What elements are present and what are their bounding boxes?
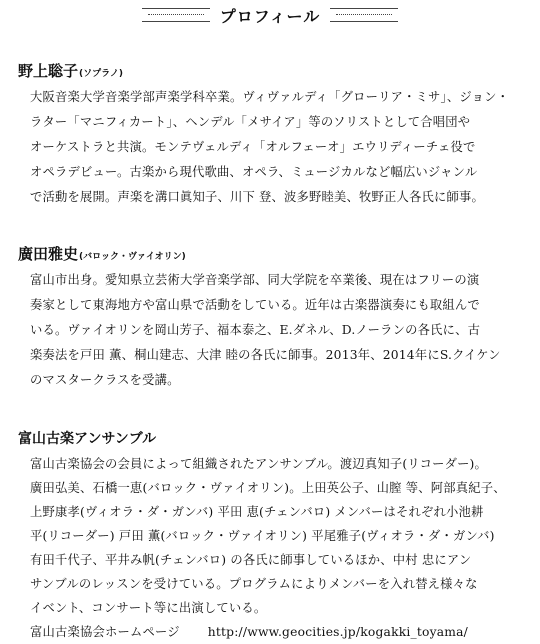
text-line: オペラデビュー。古楽から現代歌曲、オペラ、ミュージカルなど幅広いジャンル — [30, 165, 478, 179]
right-ornament — [330, 8, 398, 22]
profile-heading — [18, 428, 528, 448]
text-line: いる。ヴァイオリンを岡山芳子、福本泰之、E.ダネル、D.ノーランの各氏に、古 — [30, 323, 481, 337]
text-line: サンブルのレッスンを受けている。プログラムによりメンバーを入れ替え様々な — [30, 577, 478, 591]
profile-role: (ソプラノ) — [79, 69, 123, 79]
profile-name: 廣田雅史 — [18, 245, 79, 263]
text-line: 上野康孝(ヴィオラ・ダ・ガンバ) 平田 恵(チェンバロ) メンバーはそれぞれ小池耕 — [30, 505, 484, 519]
text-line: 平(リコーダー) 戸田 薫(バロック・ヴァイオリン) 平尾雅子(ヴィオラ・ダ・ガンバ) — [30, 529, 495, 543]
text-line: オーケストラと共演。モンテヴェルディ「オルフェーオ」エウリディーチェ役で — [30, 140, 476, 154]
page-header — [0, 0, 540, 30]
text-line: ラター「マニフィカート」、ヘンデル「メサイア」等のソリストとして合唱団や — [30, 115, 471, 129]
profile-name: 野上聡子 — [18, 62, 79, 80]
left-ornament — [142, 8, 210, 22]
profile-name: 富山古楽アンサンブル — [18, 431, 157, 447]
text-line: 廣田弘美、石橋一恵(バロック・ヴァイオリン)。上田英公子、山膣 等、阿部真紀子、 — [30, 481, 506, 495]
text-line: 大阪音楽大学音楽学部声楽学科卒業。ヴィヴァルディ「グローリア・ミサ」、ジョン・ — [30, 90, 510, 104]
homepage-line — [30, 620, 528, 644]
text-line: で活動を展開。声楽を溝口眞知子、川下 登、波多野睦美、牧野正人各氏に師事。 — [30, 190, 484, 204]
profile-role: (バロック・ヴァイオリン) — [79, 252, 186, 262]
homepage-label: 富山古楽協会ホームページ — [30, 625, 180, 639]
text-line: 富山市出身。愛知県立芸術大学音楽学部、同大学院を卒業後、現在はフリーの演 — [30, 273, 480, 287]
text-line: イベント、コンサート等に出演している。 — [30, 601, 267, 615]
profile-heading — [18, 243, 528, 264]
profile-body — [30, 85, 528, 210]
profile-body — [30, 452, 528, 644]
profile-hirota — [18, 243, 528, 393]
profile-heading — [18, 60, 528, 81]
profile-noue — [18, 60, 528, 210]
homepage-url: http://www.geocities.jp/kogakki_toyama/ — [207, 625, 469, 639]
profile-body — [30, 268, 528, 393]
text-line: 富山古楽協会の会員によって組織されたアンサンブル。渡辺真知子(リコーダー)。 — [30, 457, 488, 471]
text-line: 有田千代子、平井み帆(チェンバロ) の各氏に師事しているほか、中村 忠にアン — [30, 553, 472, 567]
profile-ensemble — [18, 428, 528, 644]
text-line: のマスタークラスを受講。 — [30, 373, 180, 387]
text-line: 楽奏法を戸田 薫、桐山建志、大津 睦の各氏に師事。2013年、2014年にS.クイケン — [30, 348, 501, 362]
text-line: 奏家として東海地方や富山県で活動をしている。近年は古楽器演奏にも取組んで — [30, 298, 480, 312]
page-title: プロフィール — [219, 6, 321, 26]
